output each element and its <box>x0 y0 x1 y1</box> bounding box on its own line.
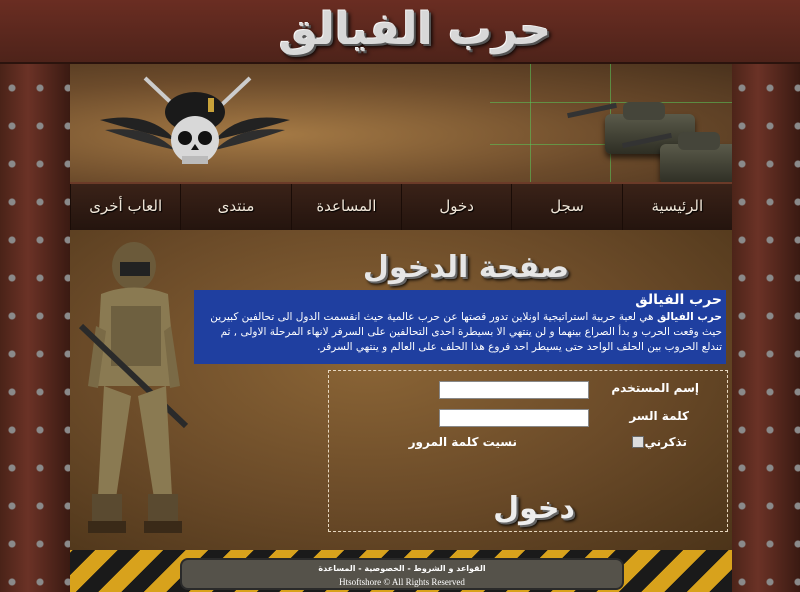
nav-item-help[interactable]: المساعدة <box>291 184 401 230</box>
main-content <box>70 230 732 550</box>
password-input[interactable] <box>439 409 589 427</box>
footer-links[interactable]: القواعد و الشروط - الخصوصية - المساعدة <box>318 564 486 573</box>
main-navigation <box>70 182 732 232</box>
forgot-password-link[interactable]: نسيت كلمة المرور <box>408 435 517 449</box>
header <box>0 0 800 64</box>
login-button[interactable]: دخول <box>493 491 575 526</box>
username-input[interactable] <box>439 381 589 399</box>
description-text <box>198 310 722 355</box>
nav-item-forum[interactable]: منتدى <box>180 184 290 230</box>
soldier-image <box>76 236 196 546</box>
description-body: هي لعبة حربية استراتيجية اونلاين تدور قصتها عن حرب عالمية حيث انقسمت الدول الى تحالفين كبيرين حيث وقعت الحرب و بدأ الصراع بينهما و لن ينتهي الا بسيطرة احدى التحالفين على السرفر لانهاء المرحلة الاولى , ثم تندلع الحروب بين الحلف الواحد حتى يسيطر احد فروع هذا الحلف على العالم و ينتهي السرفر. <box>210 311 722 353</box>
game-description <box>194 290 726 364</box>
tank-image <box>660 144 732 182</box>
footer <box>180 558 624 590</box>
nav-item-register[interactable]: سجل <box>511 184 621 230</box>
remember-me-row <box>628 435 687 449</box>
description-lead: حرب الفيالق <box>656 311 722 323</box>
username-label: إسم المستخدم <box>611 381 699 395</box>
skull-emblem-icon <box>90 70 300 180</box>
banner <box>70 64 732 182</box>
riveted-side-panel-right <box>730 0 800 592</box>
login-form <box>328 370 728 532</box>
password-label: كلمة السر <box>629 409 689 423</box>
nav-item-other-games[interactable]: العاب أخرى <box>70 184 180 230</box>
page-title: صفحة الدخول <box>362 250 570 285</box>
footer-copyright: Htsoftshore © All Rights Reserved <box>339 577 465 587</box>
nav-item-home[interactable]: الرئيسية <box>622 184 732 230</box>
nav-item-login[interactable]: دخول <box>401 184 511 230</box>
riveted-side-panel-left <box>0 0 70 592</box>
description-title: حرب الفيالق <box>635 292 722 308</box>
site-logo[interactable]: حرب الفيالق <box>278 4 552 55</box>
radar-grid-line <box>530 64 531 182</box>
remember-checkbox[interactable] <box>632 436 644 448</box>
remember-label: تذكرني <box>644 435 687 449</box>
